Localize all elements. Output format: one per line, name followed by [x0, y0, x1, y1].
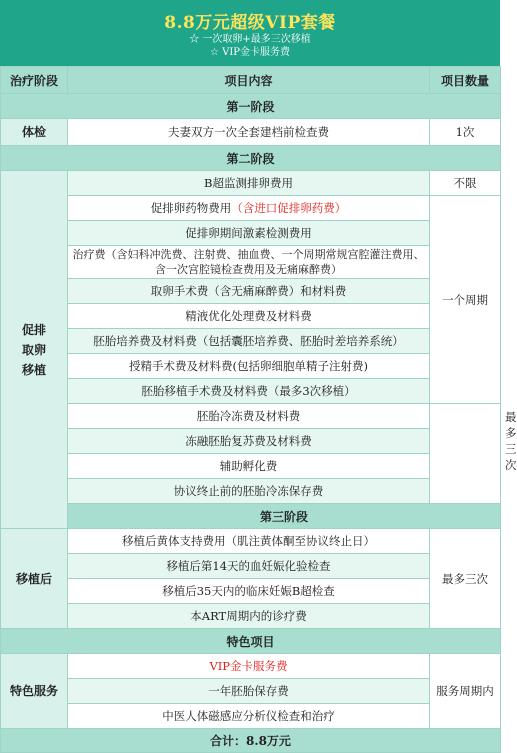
- item-cell: 胚胎培养费及材料费（包括囊胚培养费、胚胎时差培养系统）: [68, 329, 430, 354]
- phase-title: 第三阶段: [68, 504, 501, 529]
- table-row: [1, 704, 501, 729]
- item-cell: B超监测排卵费用: [68, 171, 430, 196]
- item-cell: 取卵手术费（含无痛麻醉费）和材料费: [68, 279, 430, 304]
- table-row: [1, 329, 501, 354]
- phase-row: [1, 146, 501, 171]
- item-cell: 移植后35天内的临床妊娠B超检查: [68, 579, 430, 604]
- item-highlight: （含进口促排卵药费）: [231, 200, 347, 215]
- phase-row: [1, 629, 501, 654]
- phase-row: [1, 504, 501, 529]
- item-cell: 精液优化处理费及材料费: [68, 304, 430, 329]
- table-header-row: [1, 67, 501, 94]
- phase-title: 第一阶段: [1, 94, 501, 119]
- item-cell: 授精手术费及材料费(包括卵细胞单精子注射费): [68, 354, 430, 379]
- stage-cell: 体检: [1, 119, 68, 146]
- table-row: [1, 354, 501, 379]
- item-text: 促排卵药物费用: [150, 200, 232, 215]
- item-cell: [68, 196, 430, 221]
- stage-cell: 特色服务: [1, 654, 68, 729]
- item-cell: 本ART周期内的诊疗费: [68, 604, 430, 629]
- qty-cell: 服务周期内: [430, 654, 501, 729]
- qty-cell: 1次: [430, 119, 501, 146]
- table-row: [1, 404, 501, 429]
- table-row: [1, 429, 501, 454]
- item-cell: VIP金卡服务费: [68, 654, 430, 679]
- table-row: 胚胎移植手术费及材料费（最多3次移植） 最多三次: [1, 379, 501, 404]
- item-cell: 胚胎冷冻费及材料费: [68, 404, 430, 429]
- package-feature-2: ☆ VIP金卡服务费: [209, 47, 291, 58]
- table-row: [1, 221, 501, 246]
- qty-cell: 不限: [430, 171, 501, 196]
- table-row: [1, 579, 501, 604]
- table-row: [1, 196, 501, 221]
- col-item-header: 项目内容: [68, 67, 430, 94]
- total-row: [1, 729, 501, 753]
- col-stage-header: 治疗阶段: [1, 67, 68, 94]
- package-title: 8.8万元超级VIP套餐: [164, 13, 336, 33]
- item-cell: 一年胚胎保存费: [68, 679, 430, 704]
- table-row: [1, 171, 501, 196]
- phase-title: 特色项目: [1, 629, 501, 654]
- table-row: [1, 479, 501, 504]
- total-amount: 合计：8.8万元: [1, 729, 501, 753]
- table-row: [1, 246, 501, 279]
- package-table: [0, 66, 517, 753]
- package-header: [0, 0, 500, 66]
- table-row: [1, 679, 501, 704]
- item-cell: 促排卵期间激素检测费用: [68, 221, 430, 246]
- package-feature-1: ☆ 一次取卵+最多三次移植: [189, 34, 311, 45]
- item-cell: 夫妻双方一次全套建档前检查费: [68, 119, 430, 146]
- col-qty-header: 项目数量: [430, 67, 501, 94]
- qty-cell: 一个周期: [430, 196, 501, 404]
- table-row: [1, 454, 501, 479]
- item-cell: 移植后黄体支持费用（肌注黄体酮至协议终止日）: [68, 529, 430, 554]
- phase-row: [1, 94, 501, 119]
- item-cell: 辅助孵化费: [68, 454, 430, 479]
- stage-cell: 移植后: [1, 529, 68, 629]
- qty-cell: 最多三次: [430, 529, 501, 629]
- item-cell: 中医人体磁感应分析仪检查和治疗: [68, 704, 430, 729]
- table-row: [1, 304, 501, 329]
- item-cell: 治疗费（含妇科冲洗费、注射费、抽血费、一个周期常规宫腔灌注费用、含一次宫腔镜检查费用及无痛麻醉费）: [68, 246, 430, 279]
- table-row: [1, 554, 501, 579]
- item-cell: 协议终止前的胚胎冷冻保存费: [68, 479, 430, 504]
- phase-title: 第二阶段: [1, 146, 501, 171]
- table-row: [1, 529, 501, 554]
- table-row: [1, 119, 501, 146]
- table-row: [1, 654, 501, 679]
- item-cell: 胚胎移植手术费及材料费（最多3次移植）: [68, 379, 430, 404]
- table-row: [1, 279, 501, 304]
- item-cell: 冻融胚胎复苏费及材料费: [68, 429, 430, 454]
- item-cell: 移植后第14天的血妊娠化验检查: [68, 554, 430, 579]
- stage-cell: 促排 取卵 移植: [1, 171, 68, 529]
- table-row: [1, 604, 501, 629]
